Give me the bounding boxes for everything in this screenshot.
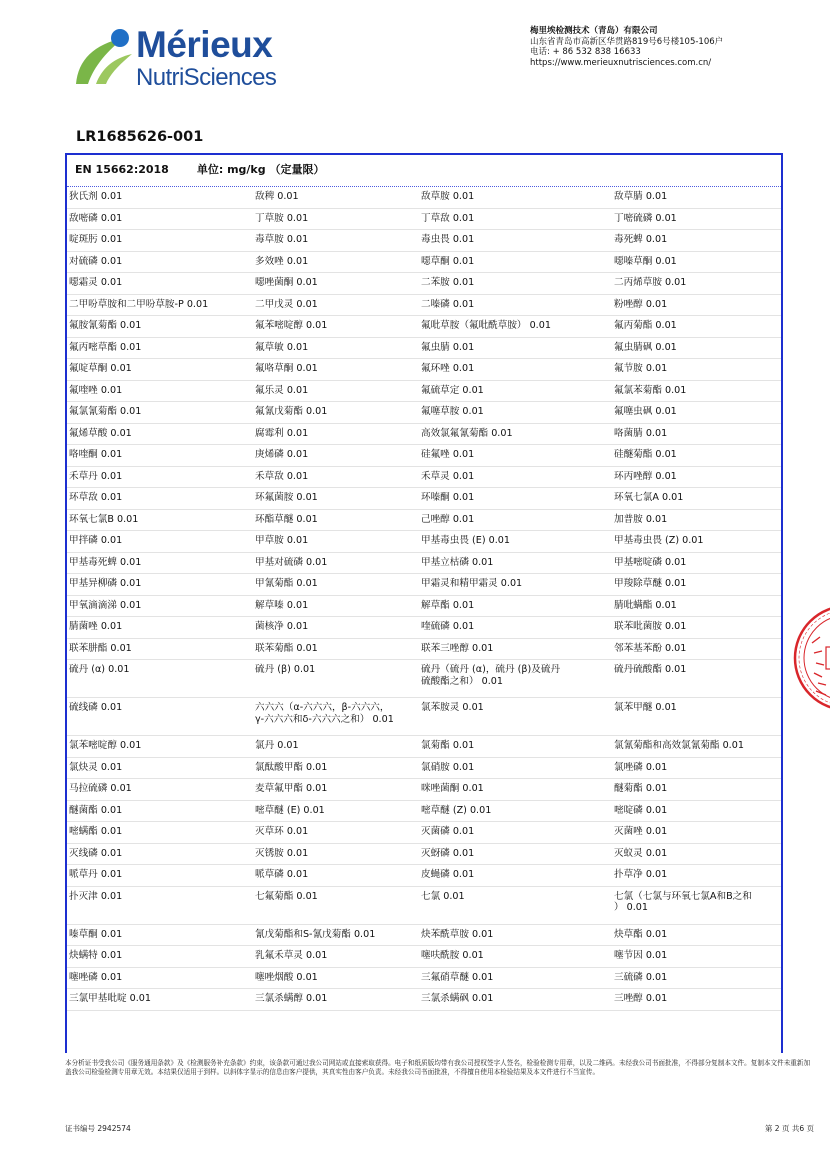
table-cell: 解草酯 0.01 bbox=[419, 596, 612, 618]
table-cell: 七氯（七氯与环氧七氯A和B之和 ） 0.01 bbox=[612, 887, 783, 925]
table-cell: 毒虫畏 0.01 bbox=[419, 230, 612, 252]
table-cell: 环酯草醚 0.01 bbox=[253, 510, 419, 532]
table-cell: 氟苯嘧啶醇 0.01 bbox=[253, 316, 419, 338]
table-cell: 二甲戊灵 0.01 bbox=[253, 295, 419, 317]
table-cell: 高效氯氟氰菊酯 0.01 bbox=[419, 424, 612, 446]
table-cell: 加普胺 0.01 bbox=[612, 510, 783, 532]
table-cell: 三氯杀螨醇 0.01 bbox=[253, 989, 419, 1011]
table-cell: 禾草灵 0.01 bbox=[419, 467, 612, 489]
company-info bbox=[530, 26, 723, 68]
table-cell: 硫线磷 0.01 bbox=[67, 698, 253, 736]
table-cell: 灭草环 0.01 bbox=[253, 822, 419, 844]
table-cell: 咯菌腈 0.01 bbox=[612, 424, 783, 446]
table-cell: 灭蚁灵 0.01 bbox=[612, 844, 783, 866]
table-cell: 咯喹酮 0.01 bbox=[67, 445, 253, 467]
table-cell: 氟氰戊菊酯 0.01 bbox=[253, 402, 419, 424]
page-number: 第 2 页 共6 页 bbox=[764, 1124, 814, 1133]
table-cell: 噁唑菌酮 0.01 bbox=[253, 273, 419, 295]
table-cell: 咪唑菌酮 0.01 bbox=[419, 779, 612, 801]
table-cell: 环氧七氯B 0.01 bbox=[67, 510, 253, 532]
table-cell: 氯苯嘧啶醇 0.01 bbox=[67, 736, 253, 758]
table-cell: 二甲吩草胺和二甲吩草胺-P 0.01 bbox=[67, 295, 253, 317]
table-cell: 联苯吡菌胺 0.01 bbox=[612, 617, 783, 639]
leaf-logo-icon bbox=[74, 24, 138, 88]
table-cell: 氯丹 0.01 bbox=[253, 736, 419, 758]
table-cell: 毒草胺 0.01 bbox=[253, 230, 419, 252]
table-cell: 二丙烯草胺 0.01 bbox=[612, 273, 783, 295]
table-cell: 氟喹唑 0.01 bbox=[67, 381, 253, 403]
method-label: EN 15662:2018 bbox=[75, 163, 169, 176]
table-cell: 噁霜灵 0.01 bbox=[67, 273, 253, 295]
table-cell: 噻唑烟酸 0.01 bbox=[253, 968, 419, 990]
table-cell: 麦草氟甲酯 0.01 bbox=[253, 779, 419, 801]
table-cell: 敌嘧磷 0.01 bbox=[67, 209, 253, 231]
table-cell: 炔苯酰草胺 0.01 bbox=[419, 925, 612, 947]
table-cell: 氯氰菊酯和高效氯氰菊酯 0.01 bbox=[612, 736, 783, 758]
table-cell: 菌核净 0.01 bbox=[253, 617, 419, 639]
table-cell: 甲羧除草醚 0.01 bbox=[612, 574, 783, 596]
table-cell: 硫丹 (β) 0.01 bbox=[253, 660, 419, 698]
table-cell: 氟节胺 0.01 bbox=[612, 359, 783, 381]
table-cell: 环嗪酮 0.01 bbox=[419, 488, 612, 510]
table-cell: 敌草腈 0.01 bbox=[612, 187, 783, 209]
table-cell: 嗪草酮 0.01 bbox=[67, 925, 253, 947]
table-cell: 硅醚菊酯 0.01 bbox=[612, 445, 783, 467]
table-cell: 皮蝇磷 0.01 bbox=[419, 865, 612, 887]
table-cell: 甲氰菊酯 0.01 bbox=[253, 574, 419, 596]
table-cell: 敌稗 0.01 bbox=[253, 187, 419, 209]
table-cell: 氯苯甲醚 0.01 bbox=[612, 698, 783, 736]
table-cell: 禾草丹 0.01 bbox=[67, 467, 253, 489]
table-cell: 甲氧滴滴涕 0.01 bbox=[67, 596, 253, 618]
merieux-logo bbox=[74, 24, 294, 94]
table-cell: 嘧草醚 (E) 0.01 bbox=[253, 801, 419, 823]
table-cell: 啶斑肟 0.01 bbox=[67, 230, 253, 252]
table-cell: 氟烯草酸 0.01 bbox=[67, 424, 253, 446]
table-cell: 氯唑磷 0.01 bbox=[612, 758, 783, 780]
table-cell: 环氟菌胺 0.01 bbox=[253, 488, 419, 510]
table-cell: 乳氟禾草灵 0.01 bbox=[253, 946, 419, 968]
table-cell: 氟噻草胺 0.01 bbox=[419, 402, 612, 424]
table-cell: 甲基嘧啶磷 0.01 bbox=[612, 553, 783, 575]
table-cell: 氟虫腈 0.01 bbox=[419, 338, 612, 360]
company-phone: 电话: + 86 532 838 16633 bbox=[530, 47, 641, 57]
table-cell: 灭锈胺 0.01 bbox=[253, 844, 419, 866]
table-cell: 丁草胺 0.01 bbox=[253, 209, 419, 231]
table-cell: 扑草净 0.01 bbox=[612, 865, 783, 887]
table-cell: 氰戊菊酯和S-氰戊菊酯 0.01 bbox=[253, 925, 419, 947]
table-cell: 嘧啶磷 0.01 bbox=[612, 801, 783, 823]
table-cell: 七氟菊酯 0.01 bbox=[253, 887, 419, 925]
table-cell: 醚菊酯 0.01 bbox=[612, 779, 783, 801]
table-cell: 解草嗪 0.01 bbox=[253, 596, 419, 618]
table-cell: 氟硫草定 0.01 bbox=[419, 381, 612, 403]
table-cell: 多效唑 0.01 bbox=[253, 252, 419, 274]
table-cell: 甲基毒死蜱 0.01 bbox=[67, 553, 253, 575]
table-cell: 邻苯基苯酚 0.01 bbox=[612, 639, 783, 661]
disclaimer: 本分析证书受我公司《服务通用条款》及《检测服务补充条款》约束，该条款可通过我公司网站或直接索取获得。电子和纸质版均带有我公司授权签字人签名，检验检测专用章，以及二维码。未经我公司书面批准，不得部分复制本文件。复制本文件未重新加盖我公司检验检测专用章无效。本结果仅适用于到样。以斜体字显示的信息由客户提供，其真实性由客户负责。未经我公司书面批准，不得擅自使用本检验结果及本文件进行不当宣传。 bbox=[65, 1059, 811, 1076]
table-cell: 毒死蜱 0.01 bbox=[612, 230, 783, 252]
company-address: 山东省青岛市高新区华贯路819号6号楼105-106户 bbox=[530, 36, 724, 47]
table-cell: 腈吡螨酯 0.01 bbox=[612, 596, 783, 618]
table-cell: 粉唑醇 0.01 bbox=[612, 295, 783, 317]
table-cell: 六六六（α-六六六，β-六六六， γ-六六六和δ-六六六之和） 0.01 bbox=[253, 698, 419, 736]
table-cell: 甲基毒虫畏 (Z) 0.01 bbox=[612, 531, 783, 553]
table-cell: 庚烯磷 0.01 bbox=[253, 445, 419, 467]
table-cell: 丁草敌 0.01 bbox=[419, 209, 612, 231]
table-cell: 氯炔灵 0.01 bbox=[67, 758, 253, 780]
table-cell: 硫丹硫酸酯 0.01 bbox=[612, 660, 783, 698]
table-cell: 灭线磷 0.01 bbox=[67, 844, 253, 866]
table-cell: 嘧螨酯 0.01 bbox=[67, 822, 253, 844]
table-cell: 喹硫磷 0.01 bbox=[419, 617, 612, 639]
table-cell: 联苯三唑醇 0.01 bbox=[419, 639, 612, 661]
table-cell: 醚菌酯 0.01 bbox=[67, 801, 253, 823]
table-cell: 氟丙嘧草酯 0.01 bbox=[67, 338, 253, 360]
table-cell: 甲基异柳磷 0.01 bbox=[67, 574, 253, 596]
table-cell: 氟乐灵 0.01 bbox=[253, 381, 419, 403]
table-cell: 氯苯胺灵 0.01 bbox=[419, 698, 612, 736]
table-cell: 二嗪磷 0.01 bbox=[419, 295, 612, 317]
table-cell: 灭菌唑 0.01 bbox=[612, 822, 783, 844]
table-cell: 七氯 0.01 bbox=[419, 887, 612, 925]
table-header bbox=[67, 155, 781, 187]
table-cell: 哌草丹 0.01 bbox=[67, 865, 253, 887]
table-cell: 氟吡草胺（氟吡酰草胺） 0.01 bbox=[419, 316, 612, 338]
logo-name: Mérieux bbox=[136, 24, 273, 65]
table-cell: 三硫磷 0.01 bbox=[612, 968, 783, 990]
certificate-number: 证书编号 2942574 bbox=[65, 1124, 131, 1133]
table-cell: 环丙唑醇 0.01 bbox=[612, 467, 783, 489]
results-grid bbox=[67, 187, 781, 1011]
table-cell: 腈菌唑 0.01 bbox=[67, 617, 253, 639]
table-cell: 甲基立枯磷 0.01 bbox=[419, 553, 612, 575]
table-cell: 氟氯氰菊酯 0.01 bbox=[67, 402, 253, 424]
table-cell: 三氯杀螨砜 0.01 bbox=[419, 989, 612, 1011]
table-cell: 硅氟唑 0.01 bbox=[419, 445, 612, 467]
table-cell: 氟啶草酮 0.01 bbox=[67, 359, 253, 381]
table-cell: 氟噻虫砜 0.01 bbox=[612, 402, 783, 424]
table-cell: 禾草敌 0.01 bbox=[253, 467, 419, 489]
table-cell: 氟虫腈砜 0.01 bbox=[612, 338, 783, 360]
report-id: LR1685626-001 bbox=[76, 129, 204, 145]
table-cell: 丁嘧硫磷 0.01 bbox=[612, 209, 783, 231]
table-cell: 氯酞酸甲酯 0.01 bbox=[253, 758, 419, 780]
table-cell: 噻唑磷 0.01 bbox=[67, 968, 253, 990]
table-cell: 硫丹（硫丹 (α)，硫丹 (β)及硫丹 硫酸酯之和） 0.01 bbox=[419, 660, 612, 698]
table-cell: 氯菊酯 0.01 bbox=[419, 736, 612, 758]
table-cell: 噻呋酰胺 0.01 bbox=[419, 946, 612, 968]
official-seal-stamp bbox=[792, 603, 830, 713]
table-cell: 噁嗪草酮 0.01 bbox=[612, 252, 783, 274]
table-cell: 狄氏剂 0.01 bbox=[67, 187, 253, 209]
table-cell: 联苯肼酯 0.01 bbox=[67, 639, 253, 661]
company-name: 梅里埃检测技术（青岛）有限公司 bbox=[530, 26, 658, 36]
table-cell: 敌草胺 0.01 bbox=[419, 187, 612, 209]
table-cell: 甲草胺 0.01 bbox=[253, 531, 419, 553]
table-cell: 扑灭津 0.01 bbox=[67, 887, 253, 925]
table-cell: 甲基对硫磷 0.01 bbox=[253, 553, 419, 575]
company-url: https://www.merieuxnutrisciences.com.cn/ bbox=[530, 57, 712, 68]
unit-label: 单位: mg/kg （定量限） bbox=[196, 163, 325, 176]
table-cell: 腐霉利 0.01 bbox=[253, 424, 419, 446]
table-cell: 硫丹 (α) 0.01 bbox=[67, 660, 253, 698]
table-cell: 氟胺氰菊酯 0.01 bbox=[67, 316, 253, 338]
results-table bbox=[65, 153, 783, 1053]
table-cell: 氟氯苯菊酯 0.01 bbox=[612, 381, 783, 403]
table-cell: 灭菌磷 0.01 bbox=[419, 822, 612, 844]
table-cell: 环草敌 0.01 bbox=[67, 488, 253, 510]
table-cell: 甲拌磷 0.01 bbox=[67, 531, 253, 553]
table-cell: 马拉硫磷 0.01 bbox=[67, 779, 253, 801]
table-cell: 氟咯草酮 0.01 bbox=[253, 359, 419, 381]
logo-subtitle: NutriSciences bbox=[136, 64, 277, 91]
table-cell: 噻节因 0.01 bbox=[612, 946, 783, 968]
table-cell: 环氧七氯A 0.01 bbox=[612, 488, 783, 510]
table-cell: 三唑醇 0.01 bbox=[612, 989, 783, 1011]
table-cell: 甲霜灵和精甲霜灵 0.01 bbox=[419, 574, 612, 596]
table-cell: 炔草酯 0.01 bbox=[612, 925, 783, 947]
table-cell: 灭蚜磷 0.01 bbox=[419, 844, 612, 866]
table-cell: 嘧草醚 (Z) 0.01 bbox=[419, 801, 612, 823]
table-cell: 氯硝胺 0.01 bbox=[419, 758, 612, 780]
table-cell: 三氟硝草醚 0.01 bbox=[419, 968, 612, 990]
table-cell: 哌草磷 0.01 bbox=[253, 865, 419, 887]
table-cell: 三氯甲基吡啶 0.01 bbox=[67, 989, 253, 1011]
table-cell: 甲基毒虫畏 (E) 0.01 bbox=[419, 531, 612, 553]
table-cell: 己唑醇 0.01 bbox=[419, 510, 612, 532]
table-cell: 噁草酮 0.01 bbox=[419, 252, 612, 274]
table-cell: 对硫磷 0.01 bbox=[67, 252, 253, 274]
table-cell: 炔螨特 0.01 bbox=[67, 946, 253, 968]
table-cell: 氟草敏 0.01 bbox=[253, 338, 419, 360]
table-cell: 氟丙菊酯 0.01 bbox=[612, 316, 783, 338]
table-cell: 氟环唑 0.01 bbox=[419, 359, 612, 381]
table-cell: 联苯菊酯 0.01 bbox=[253, 639, 419, 661]
table-cell: 二苯胺 0.01 bbox=[419, 273, 612, 295]
